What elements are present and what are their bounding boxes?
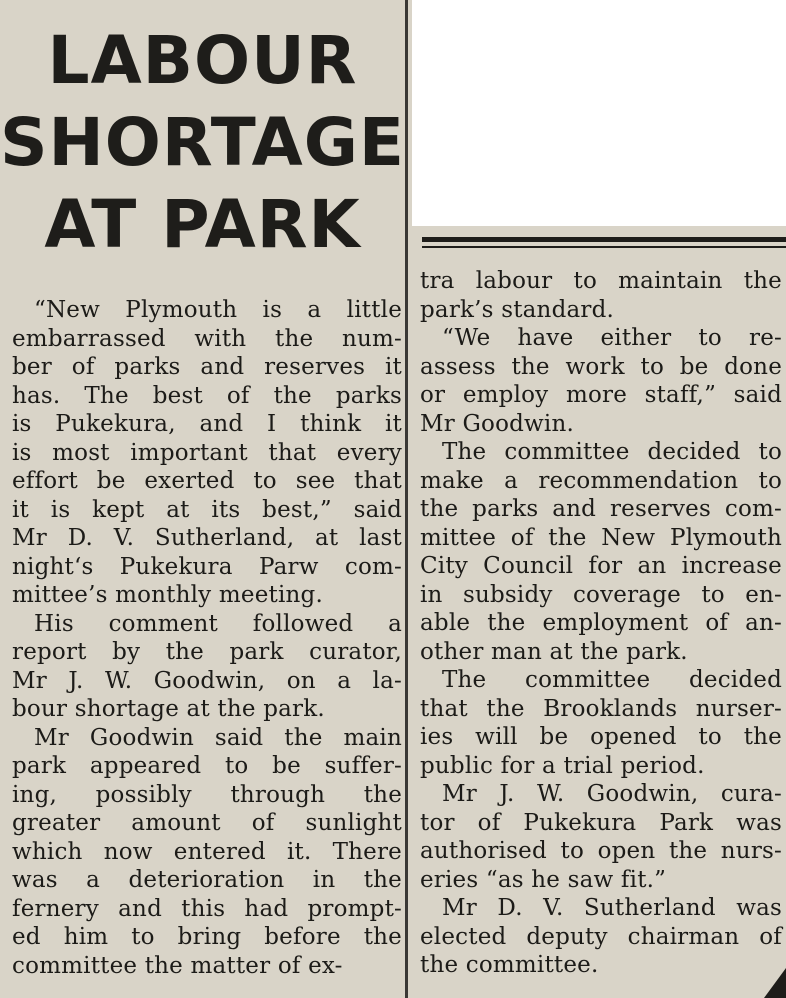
article-line: ed him to bring before the — [12, 924, 402, 950]
article-line: is Pukekura, and I think it — [12, 411, 402, 437]
article-line: ies will be opened to the — [420, 724, 782, 750]
article-line: authorised to open the nurs- — [420, 838, 782, 864]
blank-region — [412, 0, 786, 226]
article-line: report by the park curator, — [12, 639, 402, 665]
article-line: night‘s Pukekura Parw com- — [12, 553, 402, 580]
article-line: Mr Goodwin. — [420, 410, 575, 437]
article-line: assess the work to be done — [420, 353, 782, 380]
article-line: has. The best of the parks — [12, 382, 402, 409]
article-line: which now entered it. There — [12, 838, 402, 865]
article-column-right — [420, 267, 782, 980]
article-column-left — [12, 296, 402, 980]
article-line: greater amount of sunlight — [12, 810, 402, 836]
article-line: elected deputy chairman of — [420, 923, 782, 950]
headline-line: SHORTAGE — [0, 104, 405, 181]
article-line: committee the matter of ex- — [12, 952, 343, 979]
article-line: mittee’s monthly meeting. — [12, 582, 323, 608]
article-line: other man at the park. — [420, 638, 688, 665]
article-line: eries “as he saw fit.” — [420, 866, 667, 893]
article-line: bour shortage at the park. — [12, 696, 325, 722]
article-line: Mr J. W. Goodwin, cura- — [442, 781, 782, 807]
article-line: Mr Goodwin said the main — [34, 724, 402, 751]
article-line: is most important that every — [12, 439, 402, 466]
article-line: in subsidy coverage to en- — [420, 581, 782, 608]
headline-line: LABOUR — [47, 22, 358, 99]
article-line: fernery and this had prompt- — [12, 895, 402, 922]
article-line: “We have either to re- — [442, 325, 782, 351]
article-line: City Council for an increase — [420, 553, 782, 579]
article-line: ber of parks and reserves it — [12, 354, 402, 380]
article-line: Mr J. W. Goodwin, on a la- — [12, 667, 402, 694]
article-line: Mr D. V. Sutherland was — [442, 895, 782, 921]
article-line: the committee. — [420, 952, 599, 978]
article-line: The committee decided to — [442, 439, 782, 465]
article-line: His comment followed a — [34, 610, 402, 637]
column-rule — [405, 0, 408, 998]
article-line: The committee decided — [442, 667, 782, 693]
article-line: make a recommendation to — [420, 467, 782, 494]
article-line: effort be exerted to see that — [12, 468, 402, 494]
section-rule-heavy — [422, 237, 786, 242]
article-line: or employ more staff,” said — [420, 382, 782, 408]
article-line: park appeared to be suffer- — [12, 753, 402, 779]
article-line: was a deterioration in the — [12, 867, 402, 893]
article-line: mittee of the New Plymouth — [420, 524, 782, 551]
article-line: that the Brooklands nurser- — [420, 695, 782, 722]
article-line: park’s standard. — [420, 296, 615, 323]
headline-line: AT PARK — [44, 186, 361, 263]
article-line: the parks and reserves com- — [420, 496, 782, 522]
article-line: able the employment of an- — [420, 610, 782, 636]
article-line: it is kept at its best,” said — [12, 496, 402, 523]
article-line: tra labour to maintain the — [420, 268, 782, 294]
headline — [0, 20, 405, 266]
section-rule-thin — [422, 246, 786, 248]
article-line: ing, possibly through the — [12, 781, 402, 808]
article-line: tor of Pukekura Park was — [420, 809, 782, 836]
article-line: embarrassed with the num- — [12, 325, 402, 352]
article-line: Mr D. V. Sutherland, at last — [12, 525, 402, 551]
article-line: public for a trial period. — [420, 752, 705, 779]
article-line: “New Plymouth is a little — [34, 297, 402, 323]
